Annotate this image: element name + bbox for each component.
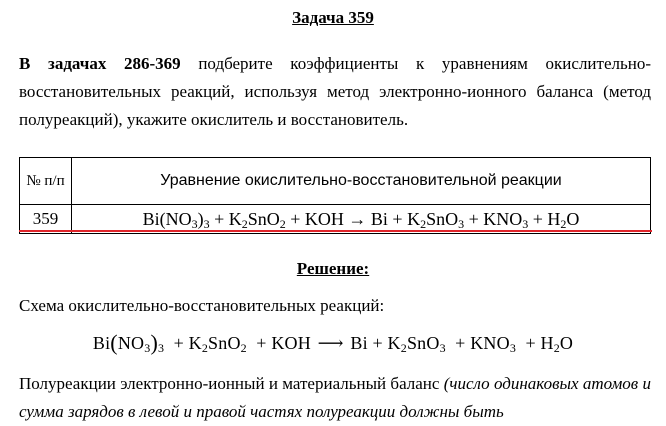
eq-part: Bi(NO: [142, 208, 192, 229]
eq-part: SnO: [426, 208, 459, 229]
eq-part: SnO: [247, 208, 280, 229]
task-intro: [19, 50, 651, 134]
sch-sub: 2: [400, 341, 407, 355]
sch-sub: 3: [144, 341, 151, 355]
sch-part: Bi: [92, 333, 111, 353]
table-header-row: [20, 158, 651, 205]
task-title: Задача 359: [292, 8, 374, 27]
eq-sub: 3: [522, 216, 529, 231]
sch-part: + KOH: [256, 333, 311, 353]
sch-sub: 3: [439, 341, 446, 355]
col-equation-header: Уравнение окислительно-восстановительной реакции: [72, 158, 651, 205]
eq-part: ): [197, 208, 204, 229]
sch-part: + H: [525, 333, 554, 353]
eq-part: + KOH: [285, 208, 349, 229]
solution-title: Решение:: [296, 259, 370, 278]
sch-part: + KNO: [455, 333, 510, 353]
eq-sub: 2: [560, 216, 567, 231]
sch-part: + K: [173, 333, 202, 353]
row-number: 359: [20, 205, 72, 234]
long-arrow-icon: ⟶: [317, 333, 344, 353]
eq-part: + KNO: [464, 208, 523, 229]
sch-part: Bi +: [350, 333, 383, 353]
sch-paren: ): [150, 330, 158, 355]
eq-part: + K: [209, 208, 242, 229]
red-underline: [19, 230, 652, 232]
reaction-arrow: →: [348, 208, 367, 229]
eq-sub: 2: [420, 216, 427, 231]
sch-part: SnO: [208, 333, 241, 353]
halfreactions-italic: (число одинаковых атомов и сумма зарядов в левой и правой частях полуреакции должны быть: [19, 374, 651, 421]
sch-sub: 2: [201, 341, 209, 355]
sch-part: O: [559, 333, 574, 353]
sch-part: K: [387, 333, 401, 353]
scheme-label: Схема окислительно-восстановительных реакций:: [19, 296, 385, 315]
sch-part: SnO: [406, 333, 440, 353]
eq-sub: 2: [279, 216, 286, 231]
eq-sub: 3: [203, 216, 210, 231]
eq-sub: 2: [241, 216, 248, 231]
sch-paren: (: [110, 330, 118, 355]
intro-text: подберите коэффициенты к уравнениям окислительно-восстановительных реакций, используя метод электронно-ионного баланса (метод полуреакций), укажите окислитель и восстановитель.: [19, 54, 651, 129]
intro-bold-prefix: В задачах 286-369: [19, 54, 181, 73]
col-num-header: № п/п: [20, 158, 72, 205]
eq-sub: 3: [458, 216, 465, 231]
halfreactions-paragraph: [19, 370, 651, 426]
sch-sub: 3: [509, 341, 517, 355]
eq-part: O: [566, 208, 580, 229]
sch-sub: 3: [157, 341, 165, 355]
sch-sub: 2: [553, 341, 560, 355]
sch-part: NO: [117, 333, 145, 353]
sch-sub: 2: [240, 341, 247, 355]
reaction-table: [19, 157, 651, 234]
eq-part: + H: [528, 208, 561, 229]
scheme-equation: [0, 329, 666, 355]
eq-sub: 3: [191, 216, 198, 231]
halfreactions-text: Полуреакции электронно-ионный и материальный баланс: [19, 374, 444, 393]
eq-part: Bi + K: [366, 208, 421, 229]
